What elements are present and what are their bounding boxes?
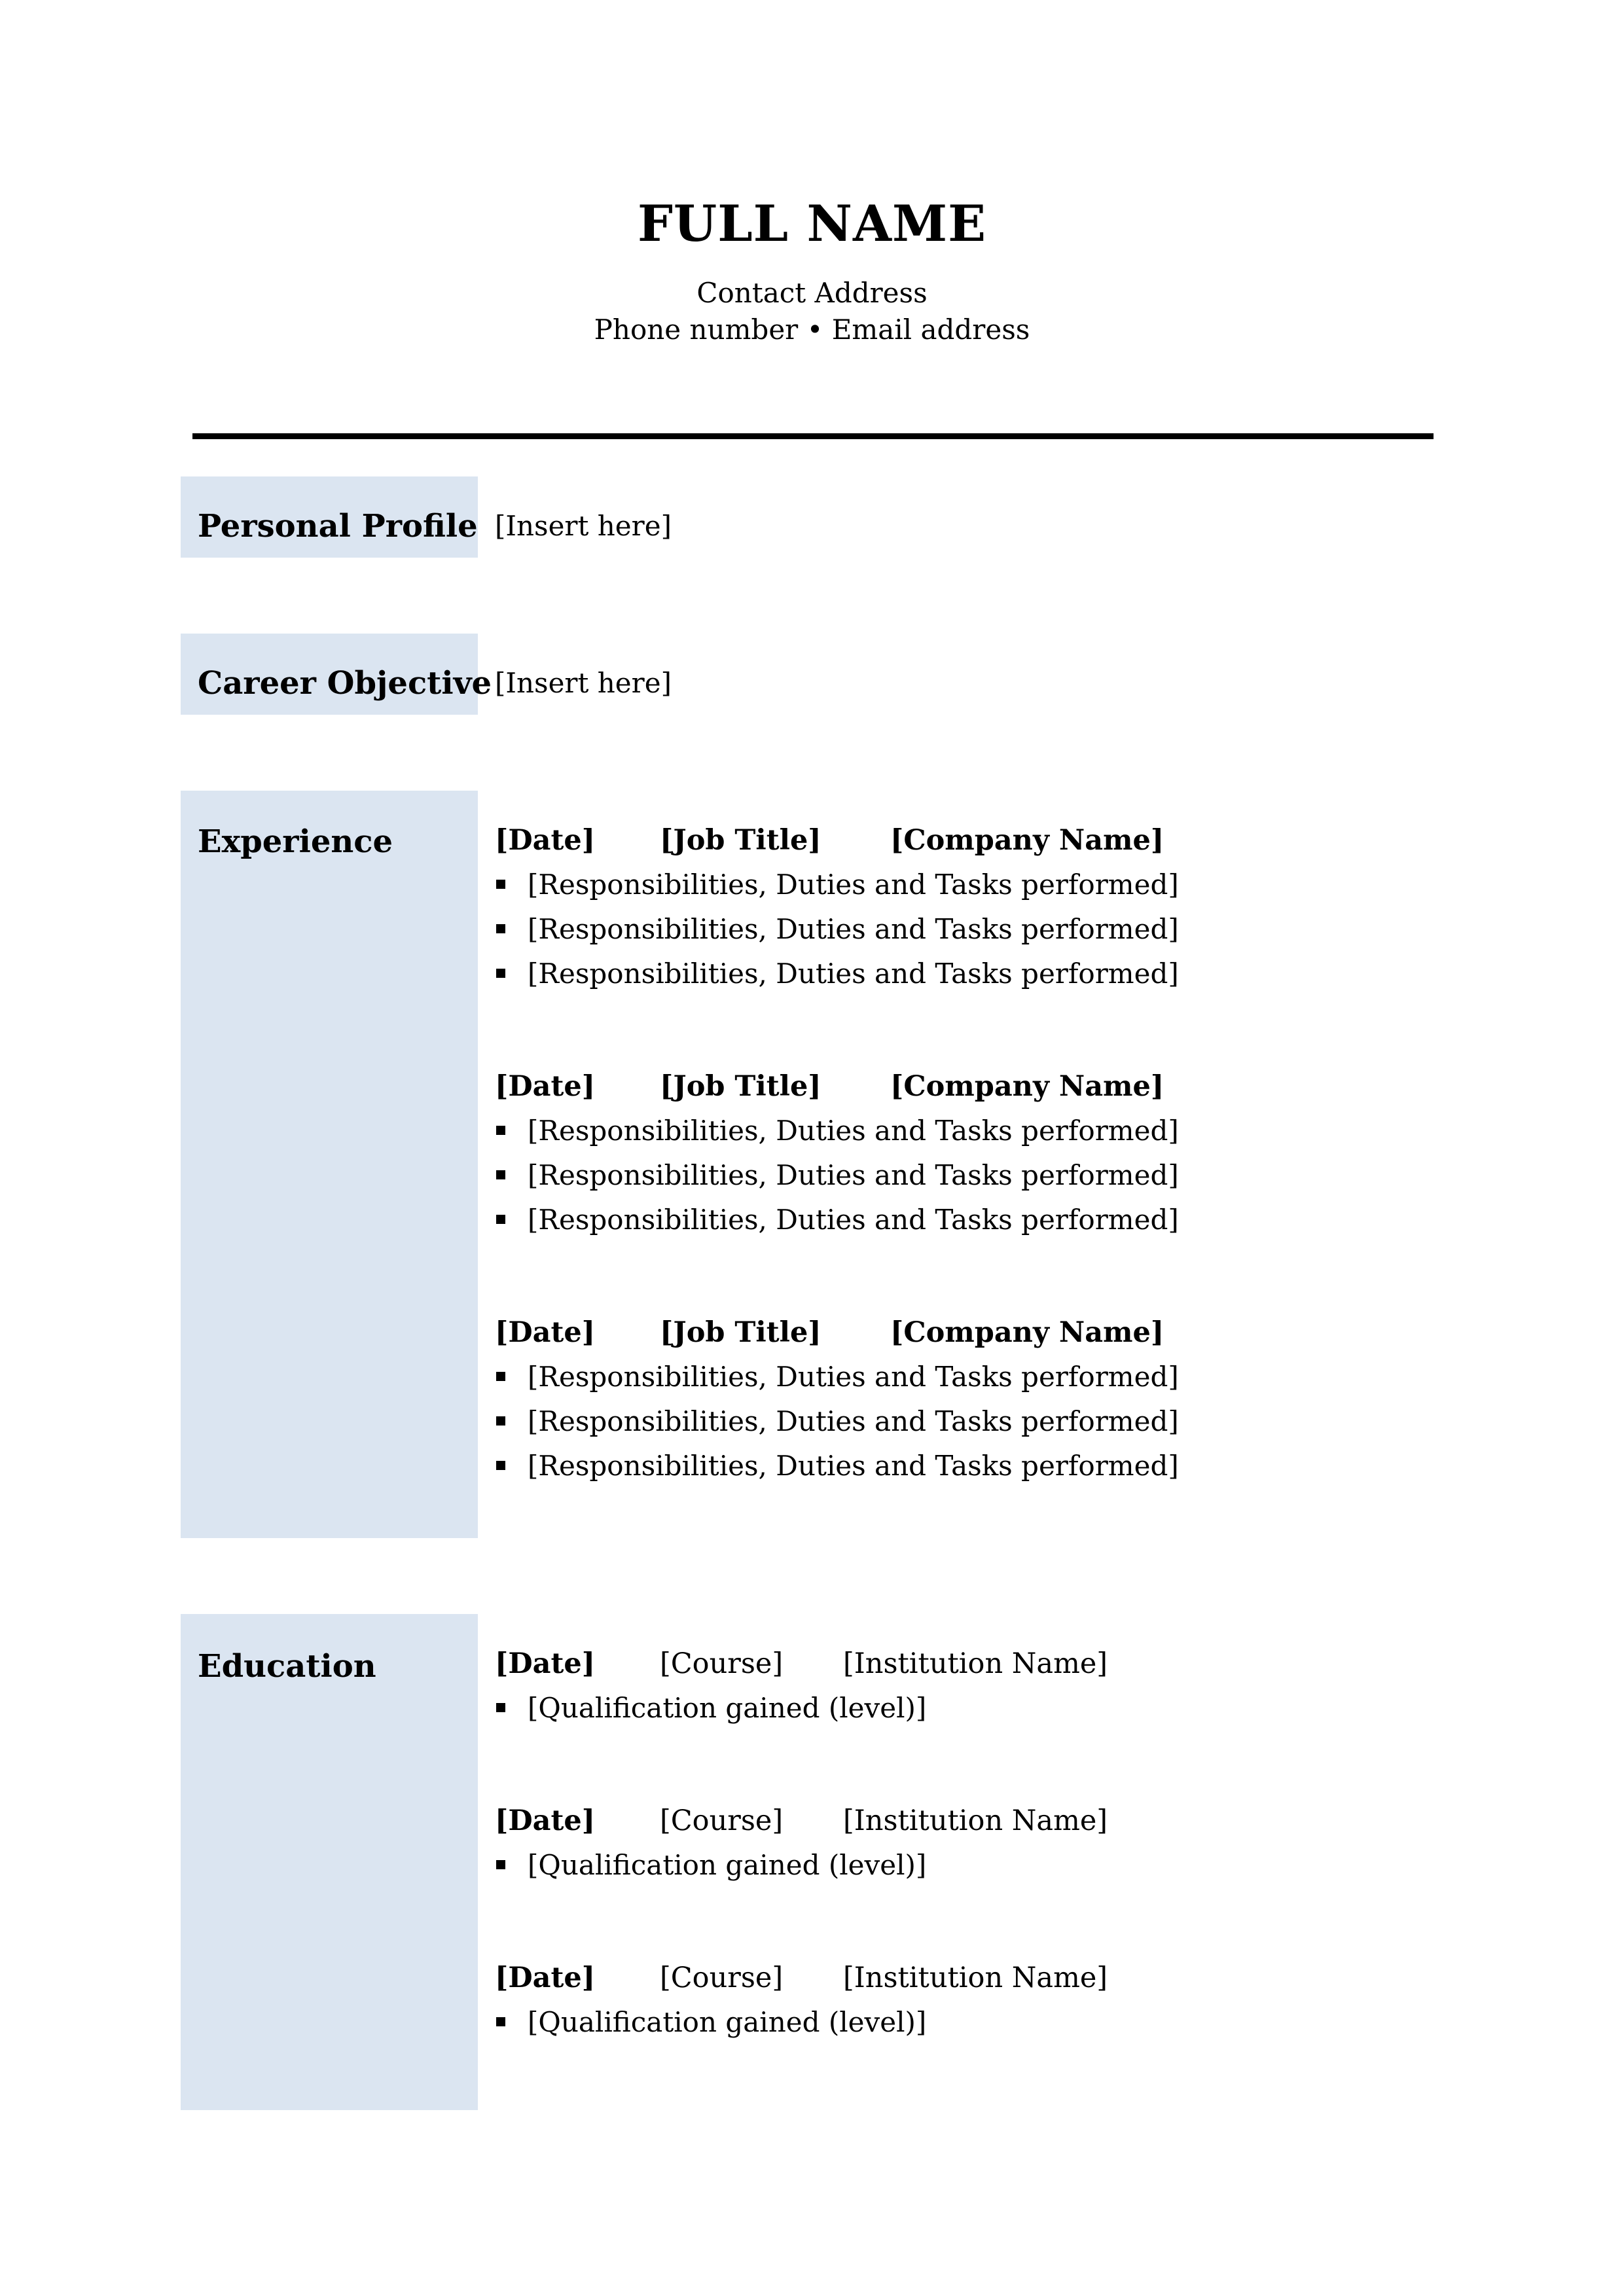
experience-job-title: [Job Title] [660, 1316, 821, 1349]
experience-sidebar [181, 791, 478, 1538]
duty-item [495, 1113, 1477, 1157]
bullet-square-icon [496, 1126, 505, 1135]
duty-item [495, 911, 1477, 956]
personal-profile-label: Personal Profile [198, 508, 478, 545]
experience-job-title: [Job Title] [660, 824, 821, 857]
education-entry-header [495, 1960, 1477, 2004]
duty-text: [Responsibilities, Duties and Tasks performed] [528, 1450, 1179, 1482]
career-objective-sidebar [181, 634, 492, 715]
duty-item [495, 956, 1477, 1000]
education-label: Education [198, 1648, 376, 1685]
duty-text: [Responsibilities, Duties and Tasks performed] [528, 958, 1179, 990]
duty-item [495, 1202, 1477, 1246]
phone-email-line: Phone number • Email address [594, 314, 1030, 346]
contact-address: Contact Address [696, 277, 928, 309]
duty-text: [Responsibilities, Duties and Tasks performed] [528, 1204, 1179, 1236]
bullet-square-icon [496, 924, 505, 933]
education-sidebar [181, 1614, 478, 2110]
qualification-item [495, 1690, 1477, 1734]
duty-item [495, 1359, 1477, 1403]
qualification-text: [Qualification gained (level)] [528, 1849, 927, 1881]
duty-text: [Responsibilities, Duties and Tasks performed] [528, 1159, 1179, 1191]
personal-profile-value: [Insert here] [495, 510, 672, 542]
bullet-square-icon [496, 1215, 505, 1224]
experience-date: [Date] [495, 1316, 596, 1349]
duty-text: [Responsibilities, Duties and Tasks performed] [528, 1115, 1179, 1147]
education-date: [Date] [495, 1804, 596, 1837]
experience-duties [495, 1113, 1477, 1246]
duty-text: [Responsibilities, Duties and Tasks performed] [528, 1405, 1179, 1437]
duty-text: [Responsibilities, Duties and Tasks performed] [528, 913, 1179, 945]
education-entry [495, 1803, 1477, 1892]
duty-item [495, 1157, 1477, 1202]
experience-company: [Company Name] [890, 1070, 1164, 1103]
experience-job-title: [Job Title] [660, 1070, 821, 1103]
education-course: [Course] [660, 1804, 784, 1837]
bullet-square-icon [496, 1372, 505, 1381]
education-entry [495, 1645, 1477, 1734]
qualification-text: [Qualification gained (level)] [528, 1692, 927, 1724]
education-qualifications [495, 1847, 1477, 1892]
full-name: FULL NAME [637, 194, 987, 253]
duty-item [495, 1448, 1477, 1492]
education-qualifications [495, 2004, 1477, 2049]
experience-label: Experience [198, 823, 393, 860]
education-institution: [Institution Name] [843, 1962, 1108, 1994]
experience-entry [495, 822, 1477, 1000]
duty-item [495, 1403, 1477, 1448]
experience-entry [495, 1068, 1477, 1246]
bullet-square-icon [496, 1416, 505, 1426]
bullet-square-icon [496, 2017, 505, 2026]
qualification-item [495, 1847, 1477, 1892]
education-institution: [Institution Name] [843, 1804, 1108, 1837]
experience-duties [495, 867, 1477, 1000]
experience-entry-header [495, 822, 1477, 867]
duty-text: [Responsibilities, Duties and Tasks performed] [528, 1361, 1179, 1393]
experience-entry-header [495, 1068, 1477, 1113]
bullet-square-icon [496, 1860, 505, 1869]
education-entry-header [495, 1645, 1477, 1690]
education-qualifications [495, 1690, 1477, 1734]
experience-company: [Company Name] [890, 824, 1164, 857]
education-institution: [Institution Name] [843, 1647, 1108, 1680]
education-course: [Course] [660, 1962, 784, 1994]
education-entry [495, 1960, 1477, 2049]
experience-entry-header [495, 1314, 1477, 1359]
qualification-item [495, 2004, 1477, 2049]
education-date: [Date] [495, 1647, 596, 1680]
career-objective-label: Career Objective [198, 665, 492, 702]
contact-block [0, 275, 1624, 348]
experience-date: [Date] [495, 824, 596, 857]
qualification-text: [Qualification gained (level)] [528, 2006, 927, 2038]
experience-date: [Date] [495, 1070, 596, 1103]
personal-profile-sidebar [181, 476, 478, 558]
bullet-square-icon [496, 880, 505, 889]
header-divider [192, 433, 1434, 439]
duty-item [495, 867, 1477, 911]
bullet-square-icon [496, 1461, 505, 1470]
education-course: [Course] [660, 1647, 784, 1680]
bullet-square-icon [496, 1703, 505, 1712]
bullet-square-icon [496, 969, 505, 978]
experience-duties [495, 1359, 1477, 1492]
experience-company: [Company Name] [890, 1316, 1164, 1349]
duty-text: [Responsibilities, Duties and Tasks performed] [528, 869, 1179, 901]
career-objective-value: [Insert here] [495, 667, 672, 699]
education-entry-header [495, 1803, 1477, 1847]
education-date: [Date] [495, 1962, 596, 1994]
bullet-square-icon [496, 1170, 505, 1179]
experience-entry [495, 1314, 1477, 1492]
